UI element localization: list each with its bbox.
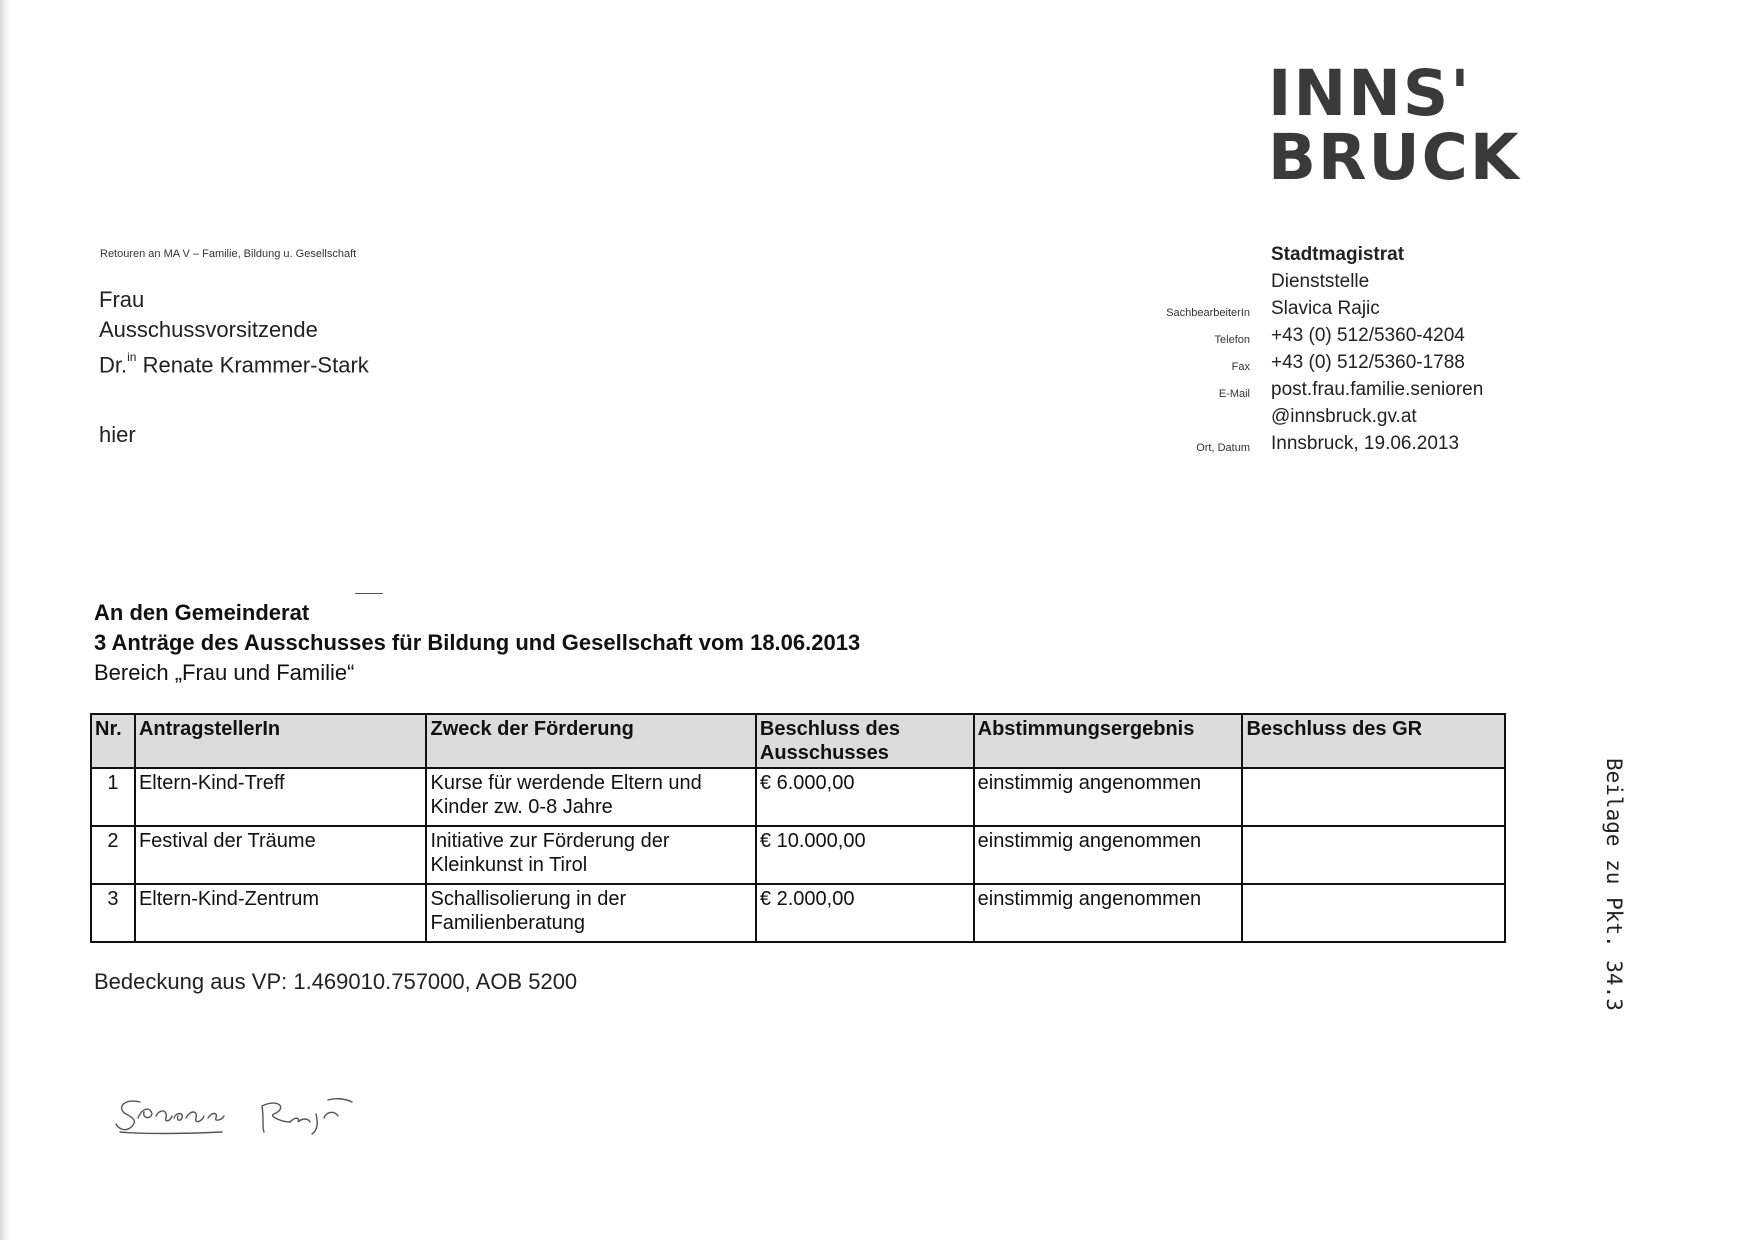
side-annotation [1600, 758, 1630, 1068]
col-header: Nr. [91, 714, 135, 768]
recipient-name-line [99, 345, 369, 380]
recipient-line-1: Frau [99, 287, 145, 312]
cell-nr: 3 [91, 884, 135, 942]
label-email: E-Mail [1218, 388, 1250, 400]
cell-gr-decision [1242, 826, 1505, 884]
cell-nr: 2 [91, 826, 135, 884]
label-place-date: Ort, Datum [1196, 442, 1250, 454]
return-address: Retouren an MA V – Familie, Bildung u. Gesellschaft [100, 248, 357, 260]
cell-gr-decision [1242, 884, 1505, 942]
col-header: Abstimmungsergebnis [974, 714, 1243, 768]
heading-line-2: 3 Anträge des Ausschusses für Bildung und Gesellschaft vom 18.06.2013 [94, 630, 861, 655]
label-fax: Fax [1231, 361, 1250, 373]
recipient-name: Renate Krammer-Stark [142, 352, 369, 378]
col-header: Beschluss des Ausschusses [756, 714, 974, 768]
cell-purpose: Initiative zur Förderung der Kleinkunst in Tirol [426, 826, 755, 884]
label-clerk: SachbearbeiterIn [1166, 307, 1250, 319]
cell-vote: einstimmig angenommen [974, 768, 1243, 826]
recipient-address [99, 285, 369, 380]
sender-labels [1166, 300, 1250, 462]
sender-clerk: Slavica Rajic [1271, 298, 1380, 319]
heading-line-1: An den Gemeinderat [94, 600, 310, 625]
logo-line-2: BRUCK [1268, 121, 1521, 194]
heading-line-3: Bereich „Frau und Familie“ [94, 660, 355, 685]
sender-place-date: Innsbruck, 19.06.2013 [1271, 433, 1460, 454]
coverage-note: Bedeckung aus VP: 1.469010.757000, AOB 5200 [94, 969, 578, 994]
cell-gr-decision [1242, 768, 1505, 826]
table-row [91, 884, 1505, 942]
cell-amount: € 2.000,00 [756, 884, 974, 942]
label-spacer [1166, 408, 1250, 435]
recipient-location: hier [99, 422, 136, 447]
cell-vote: einstimmig angenommen [974, 884, 1243, 942]
sender-info [1271, 241, 1483, 457]
recipient-line-2: Ausschussvorsitzende [99, 317, 318, 342]
recipient-title: Dr. [99, 352, 128, 378]
table-row [91, 826, 1505, 884]
cell-amount: € 6.000,00 [756, 768, 974, 826]
cell-purpose: Kurse für werdende Eltern und Kinder zw. 0-8 Jahre [426, 768, 755, 826]
handwritten-signature [112, 1088, 382, 1144]
sender-fax: +43 (0) 512/5360-1788 [1271, 352, 1465, 373]
motions-table [90, 713, 1506, 943]
col-header: Zweck der Förderung [426, 714, 755, 768]
sender-department: Dienststelle [1271, 271, 1370, 292]
cell-applicant: Festival der Träume [135, 826, 427, 884]
cell-vote: einstimmig angenommen [974, 826, 1243, 884]
divider-dash [355, 593, 383, 594]
cell-nr: 1 [91, 768, 135, 826]
label-phone: Telefon [1214, 334, 1250, 346]
logo-line-1: INNS' [1268, 57, 1472, 130]
cell-applicant: Eltern-Kind-Zentrum [135, 884, 427, 942]
cell-amount: € 10.000,00 [756, 826, 974, 884]
scan-edge [0, 0, 10, 1240]
sender-phone: +43 (0) 512/5360-4204 [1271, 325, 1465, 346]
cell-applicant: Eltern-Kind-Treff [135, 768, 427, 826]
recipient-title-sup: in [127, 350, 137, 364]
col-header: AntragstellerIn [135, 714, 427, 768]
sender-email-1: post.frau.familie.senioren [1271, 379, 1484, 400]
sender-org: Stadtmagistrat [1271, 244, 1405, 265]
table-row [91, 768, 1505, 826]
sender-email-2: @innsbruck.gv.at [1271, 406, 1417, 427]
col-header: Beschluss des GR [1242, 714, 1505, 768]
side-annotation-text: Beilage zu Pkt. 34.3 [1602, 758, 1626, 1011]
innsbruck-logo [1268, 57, 1521, 194]
letter-heading [94, 598, 860, 688]
table-header-row [91, 714, 1505, 768]
cell-purpose: Schallisolierung in der Familienberatung [426, 884, 755, 942]
